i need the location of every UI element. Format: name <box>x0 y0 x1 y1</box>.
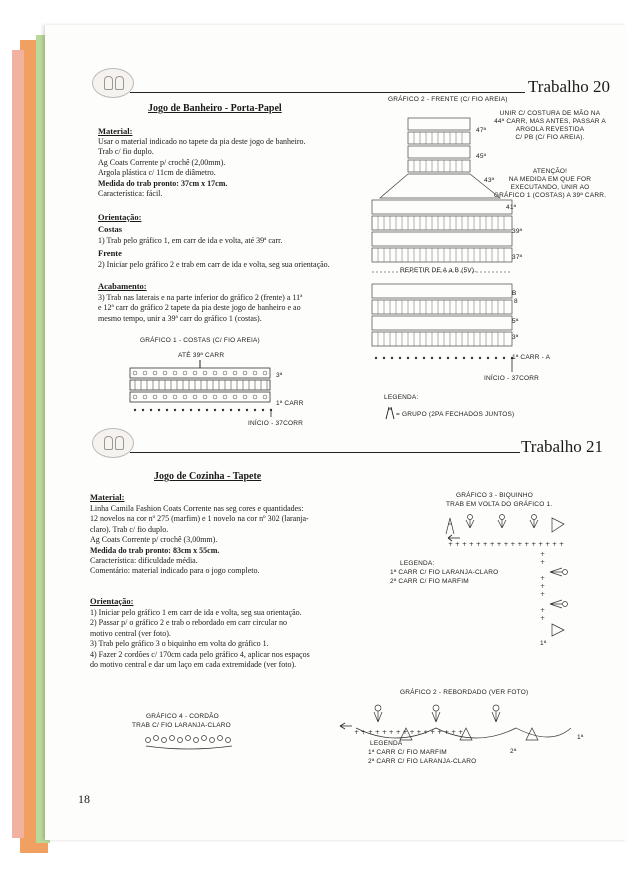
orientacao-text-21 <box>90 608 380 670</box>
material-heading-20: Material: <box>98 126 133 136</box>
note-line: 44ª CARR, MAS ANTES, PASSAR A <box>494 118 606 125</box>
g2-row-41: 41ª <box>506 204 517 211</box>
grafico-1-top-label: ATÉ 39ª CARR <box>178 352 225 359</box>
material-line: Ag Coats Corrente p/ crochê (3,00mm). <box>90 535 218 545</box>
grafico-1-chart <box>125 360 285 420</box>
reb-plus-row: + + + + + + + + + + + + + + + + <box>354 729 464 736</box>
grafico-3-subtitle: TRAB EM VOLTA DO GRÁFICO 1. <box>446 501 553 508</box>
grafico-4-subtitle: TRAB C/ FIO LARANJA-CLARO <box>132 722 231 729</box>
grafico-1-title: GRÁFICO 1 - COSTAS (C/ FIO AREIA) <box>140 337 260 344</box>
g2-row-45: 45ª <box>476 153 487 160</box>
orientacao-line: 3) Trab pelo gráfico 3 o biquinho em volta do gráfico 1. <box>90 639 269 649</box>
header-rule-20 <box>130 92 525 93</box>
orientacao-line: 1) Iniciar pelo gráfico 1 em carr de ida e volta, seg sua orientação. <box>90 608 302 617</box>
grafico-3-l2: 2ª CARR C/ FIO MARFIM <box>390 578 469 585</box>
grafico-2-reb-legenda: LEGENDA <box>370 740 403 747</box>
trabalho-20-title: Jogo de Banheiro - Porta-Papel <box>148 103 282 114</box>
material-line: 12 novelos na cor nº 275 (marfim) e 1 novelo na cor nº 302 (laranja- <box>90 514 309 524</box>
g2-row-39: 39ª <box>512 228 523 235</box>
svg-text:+: + <box>540 591 546 598</box>
svg-text:+: + <box>540 559 546 566</box>
orientacao-line: 4) Fazer 2 cordões c/ 170cm cada pelo gráfico 4, aplicar nos espaços <box>90 649 310 659</box>
grafico-4-chart <box>140 730 240 752</box>
legenda-heading-20: LEGENDA: <box>384 394 419 401</box>
material-line: claro). Trab c/ fio duplo. <box>90 524 169 534</box>
note-line: EXECUTANDO, UNIR AO <box>510 184 590 191</box>
header-rule-21 <box>130 452 520 453</box>
note-line: ARGOLA REVESTIDA <box>515 126 585 133</box>
grafico-1-row3: 3ª <box>276 372 283 379</box>
svg-text:+: + <box>540 575 546 582</box>
orientacao-line: motivo central (ver foto). <box>90 628 171 638</box>
acabamento-line: e 12ª carr do gráfico 2 tapete da pia deste jogo de banheiro e ao <box>98 303 301 313</box>
svg-text:+: + <box>540 583 546 590</box>
g2-label-b: B <box>512 290 517 297</box>
plus-row: + + + + + + + + + + + + + + + + + <box>448 541 564 548</box>
note-line: NA MEDIDA EM QUE FOR <box>508 176 592 183</box>
grafico-4-title: GRÁFICO 4 - CORDÃO <box>146 713 219 720</box>
grafico-2-reb-row2: 2ª <box>510 748 517 755</box>
orientacao-heading-20: Orientação: <box>98 212 142 222</box>
acabamento-line: 3) Trab nas laterais e na parte inferior do gráfico 2 (frente) a 11ª <box>98 293 303 302</box>
svg-text:+: + <box>540 607 546 614</box>
frente-text: 2) Iniciar pelo gráfico 2 e trab em carr de ida e volta, seg sua orientação. <box>98 260 330 269</box>
orientacao-line: 2) Passar p/ o gráfico 2 e trab o rebordado em carr circular no <box>90 618 288 628</box>
trabalho-21-header: Trabalho 21 <box>521 437 604 456</box>
g2-repeat: REPETIR DE A a B (5V). <box>400 267 477 274</box>
acabamento-line: mesmo tempo, unir a 39ª carr do gráfico 1 (costas). <box>98 313 262 323</box>
material-line: Medida do trab pronto: 83cm x 55cm. <box>90 545 220 555</box>
grafico-3-row1: 1ª <box>540 640 547 647</box>
material-heading-21: Material: <box>90 492 125 502</box>
material-text-21 <box>90 504 375 577</box>
acabamento-heading: Acabamento: <box>98 281 147 291</box>
g2-row-37: 37ª <box>512 254 523 261</box>
kitchen-set-emblem <box>92 428 134 458</box>
material-line: Argola plástica c/ 11cm de diâmetro. <box>98 168 216 178</box>
g2-row-43: 43ª <box>484 177 495 184</box>
grafico-2-reb-l1: 1ª CARR C/ FIO MARFIM <box>368 749 447 756</box>
costas-text: 1) Trab pelo gráfico 1, em carr de ida e volta, até 39ª carr. <box>98 236 283 245</box>
page-edge-red <box>12 50 24 838</box>
grafico-1-start: INÍCIO - 37CORR <box>248 420 304 427</box>
g2-start: INÍCIO - 37CORR <box>484 375 540 382</box>
grafico-2-reb-row1: 1ª <box>577 734 584 741</box>
material-line: Trab c/ fio duplo. <box>98 147 154 157</box>
material-line: Medida do trab pronto: 37cm x 17cm. <box>98 178 228 188</box>
group-symbol-icon <box>384 406 396 420</box>
g2-row-8: 8 <box>514 298 518 305</box>
material-line: Comentário: material indicado para o jogo completo. <box>90 566 260 576</box>
material-line: Linha Camila Fashion Coats Corrente nas seg cores e quantidades: <box>90 504 304 513</box>
grafico-2-title: GRÁFICO 2 - FRENTE (C/ FIO AREIA) <box>388 96 508 103</box>
trabalho-21-title: Jogo de Cozinha - Tapete <box>154 471 262 482</box>
g2-row-3: 3ª <box>512 334 519 341</box>
legenda-item-20: = GRUPO (2PA FECHADOS JUNTOS) <box>396 411 515 418</box>
material-line: Usar o material indicado no tapete da pia deste jogo de banheiro. <box>98 137 306 146</box>
svg-text:+: + <box>540 551 546 558</box>
frente-heading: Frente <box>98 248 122 258</box>
grafico-1-row1: 1ª CARR <box>276 400 304 407</box>
material-line: Característica: dificuldade média. <box>90 556 198 566</box>
material-text-20 <box>98 137 368 199</box>
grafico-3-legenda: LEGENDA: <box>400 560 435 567</box>
costas-heading: Costas <box>98 224 123 234</box>
g2-row-5: 5ª <box>512 318 519 325</box>
note-line: GRÁFICO 1 (COSTAS) A 39ª CARR. <box>493 192 607 199</box>
g2-row-47: 47ª <box>476 127 487 134</box>
grafico-2-chart <box>360 110 523 380</box>
acabamento-text <box>98 293 383 324</box>
orientacao-line: do motivo central e dar um laço em cada extremidade (ver foto). <box>90 660 297 670</box>
grafico-3-title: GRÁFICO 3 - BIQUINHO <box>456 492 533 499</box>
trabalho-20-header: Trabalho 20 <box>528 77 611 96</box>
grafico-2-reb-title: GRÁFICO 2 - REBORDADO (VER FOTO) <box>400 689 529 696</box>
material-line: Característica: fácil. <box>98 189 163 199</box>
grafico-2-reb-l2: 2ª CARR C/ FIO LARANJA-CLARO <box>368 758 477 765</box>
orientacao-heading-21: Orientação: <box>90 596 134 606</box>
svg-text:+: + <box>540 615 546 622</box>
material-line: Ag Coats Corrente p/ crochê (2,00mm). <box>98 157 226 167</box>
grafico-3-l1: 1ª CARR C/ FIO LARANJA-CLARO <box>390 569 499 576</box>
bathroom-set-emblem <box>92 68 134 98</box>
note-line: UNIR C/ COSTURA DE MÃO NA <box>499 110 601 117</box>
g2-row1: 1ª CARR - A <box>512 354 551 361</box>
note-line: ATENÇÃO! <box>532 168 568 175</box>
page-number: 18 <box>78 792 90 806</box>
note-line: C/ PB (C/ FIO AREIA). <box>515 134 585 141</box>
